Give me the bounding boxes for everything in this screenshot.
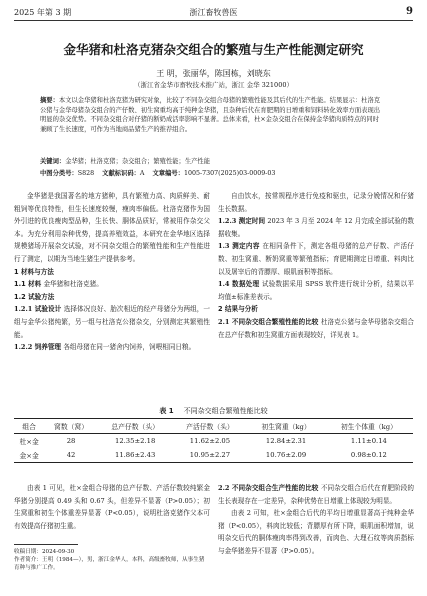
table-cell: 12.35±2.18 [115, 437, 156, 445]
left-subsection [14, 303, 210, 341]
classification-line [40, 168, 385, 177]
keywords-label: 关键词： [40, 158, 66, 165]
table-cell: 12.84±2.31 [265, 437, 307, 445]
abstract [40, 96, 385, 134]
section-text: 杜洛克公猪与金华母猪杂交组合在总产仔数和初生窝重方面表现较好，详见表 1。 [218, 317, 415, 339]
data-table [14, 418, 413, 463]
section-label: 试验方法 [27, 292, 55, 301]
bottom-right-column [218, 482, 414, 558]
table-cell: 11.86±2.43 [115, 451, 156, 459]
table-cell: 11.62±2.05 [189, 437, 231, 445]
right-section-heading: 2 结果与分析 [218, 305, 258, 314]
section-number: 2.1 [218, 317, 232, 326]
page-number: 9 [406, 6, 413, 17]
section-label: 试验设计 [34, 305, 64, 314]
section-text: 金华猪和杜洛克猪。 [43, 280, 103, 289]
keywords [40, 156, 385, 165]
table-cell: 42 [66, 451, 76, 459]
table-header-row [14, 419, 413, 434]
abstract-label: 摘要： [40, 97, 59, 104]
table-header-cell: 产活仔数（头） [186, 423, 234, 431]
left-subsection [14, 291, 210, 304]
bottom-right-subsection [218, 482, 414, 507]
running-header [14, 6, 413, 20]
table-header-cell: 组合 [22, 423, 36, 431]
table-cell: 0.98±0.12 [350, 451, 387, 459]
table-body [14, 434, 413, 463]
bottom-left-paragraph [14, 482, 210, 532]
doc-code-label: 文献标识码： [102, 170, 140, 177]
table-cell: 1.11±0.14 [350, 437, 387, 445]
author-list: 王 明，张丽华，陈国栋，刘晓东 [156, 69, 271, 78]
article-number-label: 文章编号： [152, 170, 184, 177]
section-text: 选择体况良好、胎次相近的经产母猪分为两组，一组与金华公猪纯繁，另一组与杜洛克公猪杂交，分别测定其繁殖性能。 [14, 305, 211, 339]
header-rule [14, 20, 413, 21]
left-paragraph: 金华猪是我国著名的地方猪种，具有繁殖力高、肉质鲜美、耐粗饲等优良特性，但生长速度较慢，瘦肉率偏低。杜洛克猪作为国外引进的优良瘦肉型品种，生长快、胴体品质好，常被用作杂交父本。为充分利用杂种优势，提高养殖效益，本研究在金华地区选择规模猪场开展杂交试验，对不同杂交组合的繁殖性能和生产性能进行了测定，以期为当地生猪生产提供参考。 [14, 192, 210, 263]
section-label: 材料 [27, 280, 44, 289]
article-number-value: 1005-7307(2025)03-0009-03 [183, 170, 276, 177]
left-subsection [14, 341, 210, 354]
section-text: 各组母猪在同一猪舍内饲养，饲喂相同日粮。 [63, 343, 196, 352]
footnote-rule [14, 544, 78, 545]
section-number: 2.2 [218, 484, 232, 492]
clc-value: S828 [77, 170, 95, 177]
table-header-cell: 初生窝重（kg） [261, 423, 311, 431]
abstract-text: 本文以金华猪和杜洛克猪为研究对象，比较了不同杂交组合母猪的繁殖性能及其后代的生产性能。结果显示：杜洛克公猪与金华母猪杂交组合的产仔数、初生窝重均高于纯种金华猪，且杂种后代在育肥期的日增重和饲料转化效率方面表现出明显的杂交优势。不同杂交组合对仔猪的断奶成活率影响不显著。总体来看，杜×金杂交组合在保持金华猪肉质特点的同时兼顾了生长速度，可作为当地商品猪生产的推荐组合。 [40, 97, 381, 133]
section-number: 1.3 [218, 242, 233, 251]
bottom-right-paragraph: 由表 2 可知，杜×金组合后代的平均日增重显著高于纯种金华猪（P<0.05），料肉比较低；背膘厚有所下降，眼肌面积增加，说明杂交后代的胴体瘦肉率得到改善，而肉色、大理石纹等肉质指标与金华猪差异不显著（P>0.05）。 [218, 509, 414, 555]
right-paragraph: 自由饮水，按常规程序进行免疫和驱虫，记录分娩情况和仔猪生长数据。 [218, 192, 414, 213]
table-cell: 杜×金 [19, 438, 39, 446]
section-label: 数据处理 [232, 280, 262, 289]
section-number: 1.2.3 [218, 217, 239, 226]
left-column [14, 190, 210, 354]
clc-label: 中图分类号： [40, 170, 78, 177]
section-number: 1.2.1 [14, 305, 35, 314]
section-label: 不同杂交组合生产性能的比较 [231, 484, 321, 492]
section-number: 1.2.2 [14, 343, 35, 352]
footnote [14, 548, 210, 573]
journal-name: 浙江畜牧兽医 [189, 8, 238, 17]
table-row [14, 434, 413, 449]
table-caption [0, 406, 427, 416]
left-subsection [14, 278, 210, 291]
table-title: 不同杂交组合繁殖性能比较 [183, 407, 268, 415]
section-label: 饲养管理 [34, 343, 64, 352]
right-subsection [218, 215, 414, 240]
table-label: 表 1 [159, 407, 174, 415]
table-cell: 10.76±2.09 [265, 451, 307, 459]
doc-code-value: A [139, 170, 145, 177]
received-date: 收稿日期：2024-09-30 [14, 549, 75, 555]
section-number: 1.1 [14, 280, 28, 289]
table-cell: 金×金 [19, 452, 39, 460]
results-paragraph: 由表 1 可见，杜×金组合母猪的总产仔数、产活仔数较纯繁金华猪分别提高 0.49 头和 0.67 头，但差异不显著（P>0.05）；初生窝重和初生个体重差异显著（P<0.05），说明杜洛克猪作父本可有效提高仔猪初生重。 [14, 484, 210, 530]
section-text: 试验数据采用 SPSS 软件进行统计分析，结果以平均值±标准差表示。 [218, 280, 414, 301]
keywords-text: 金华猪；杜洛克猪；杂交组合；繁殖性能；生产性能 [65, 158, 211, 165]
left-section-heading: 1 材料与方法 [14, 267, 54, 276]
section-label: 测定内容 [232, 242, 263, 251]
right-column [218, 190, 414, 341]
table-header-cell: 总产仔数（头） [111, 423, 159, 431]
right-subsection [218, 278, 414, 303]
affiliation: （浙江省金华市畜牧技术推广站，浙江 金华 321000） [134, 81, 293, 89]
section-label: 不同杂交组合繁殖性能的比较 [231, 317, 321, 326]
section-number: 1.2 [14, 292, 28, 301]
table-header-cell: 窝数（窝） [54, 423, 89, 431]
table-row [14, 448, 413, 463]
table-cell: 28 [66, 437, 76, 445]
section-text: 不同杂交组合后代在育肥阶段的生长表现存在一定差异，杂种优势在日增重上体现较为明显。 [218, 484, 415, 505]
author-bio: 作者简介：王明（1984—），男，浙江金华人，本科，高级畜牧师，从事生猪育种与推广工作。 [14, 557, 205, 572]
section-text: 在相同条件下，测定各组母猪的总产仔数、产活仔数、初生窝重、断奶窝重等繁殖指标；育肥期测定日增重、料肉比以及屠宰后的背膘厚、眼肌面积等指标。 [218, 242, 415, 276]
table-header-cell: 初生个体重（kg） [340, 423, 397, 431]
section-label: 测定时间 [238, 217, 268, 226]
journal-issue: 2025 年第 3 期 [14, 8, 72, 17]
right-subsection [218, 240, 414, 278]
right-subsection [218, 316, 414, 341]
table-cell: 10.95±2.27 [189, 451, 231, 459]
section-text: 2023 年 3 月至 2024 年 12 月完成全部试验的数据收集。 [218, 217, 414, 238]
article-title: 金华猪和杜洛克猪杂交组合的繁殖与生产性能测定研究 [63, 42, 364, 57]
section-number: 1.4 [218, 280, 233, 289]
